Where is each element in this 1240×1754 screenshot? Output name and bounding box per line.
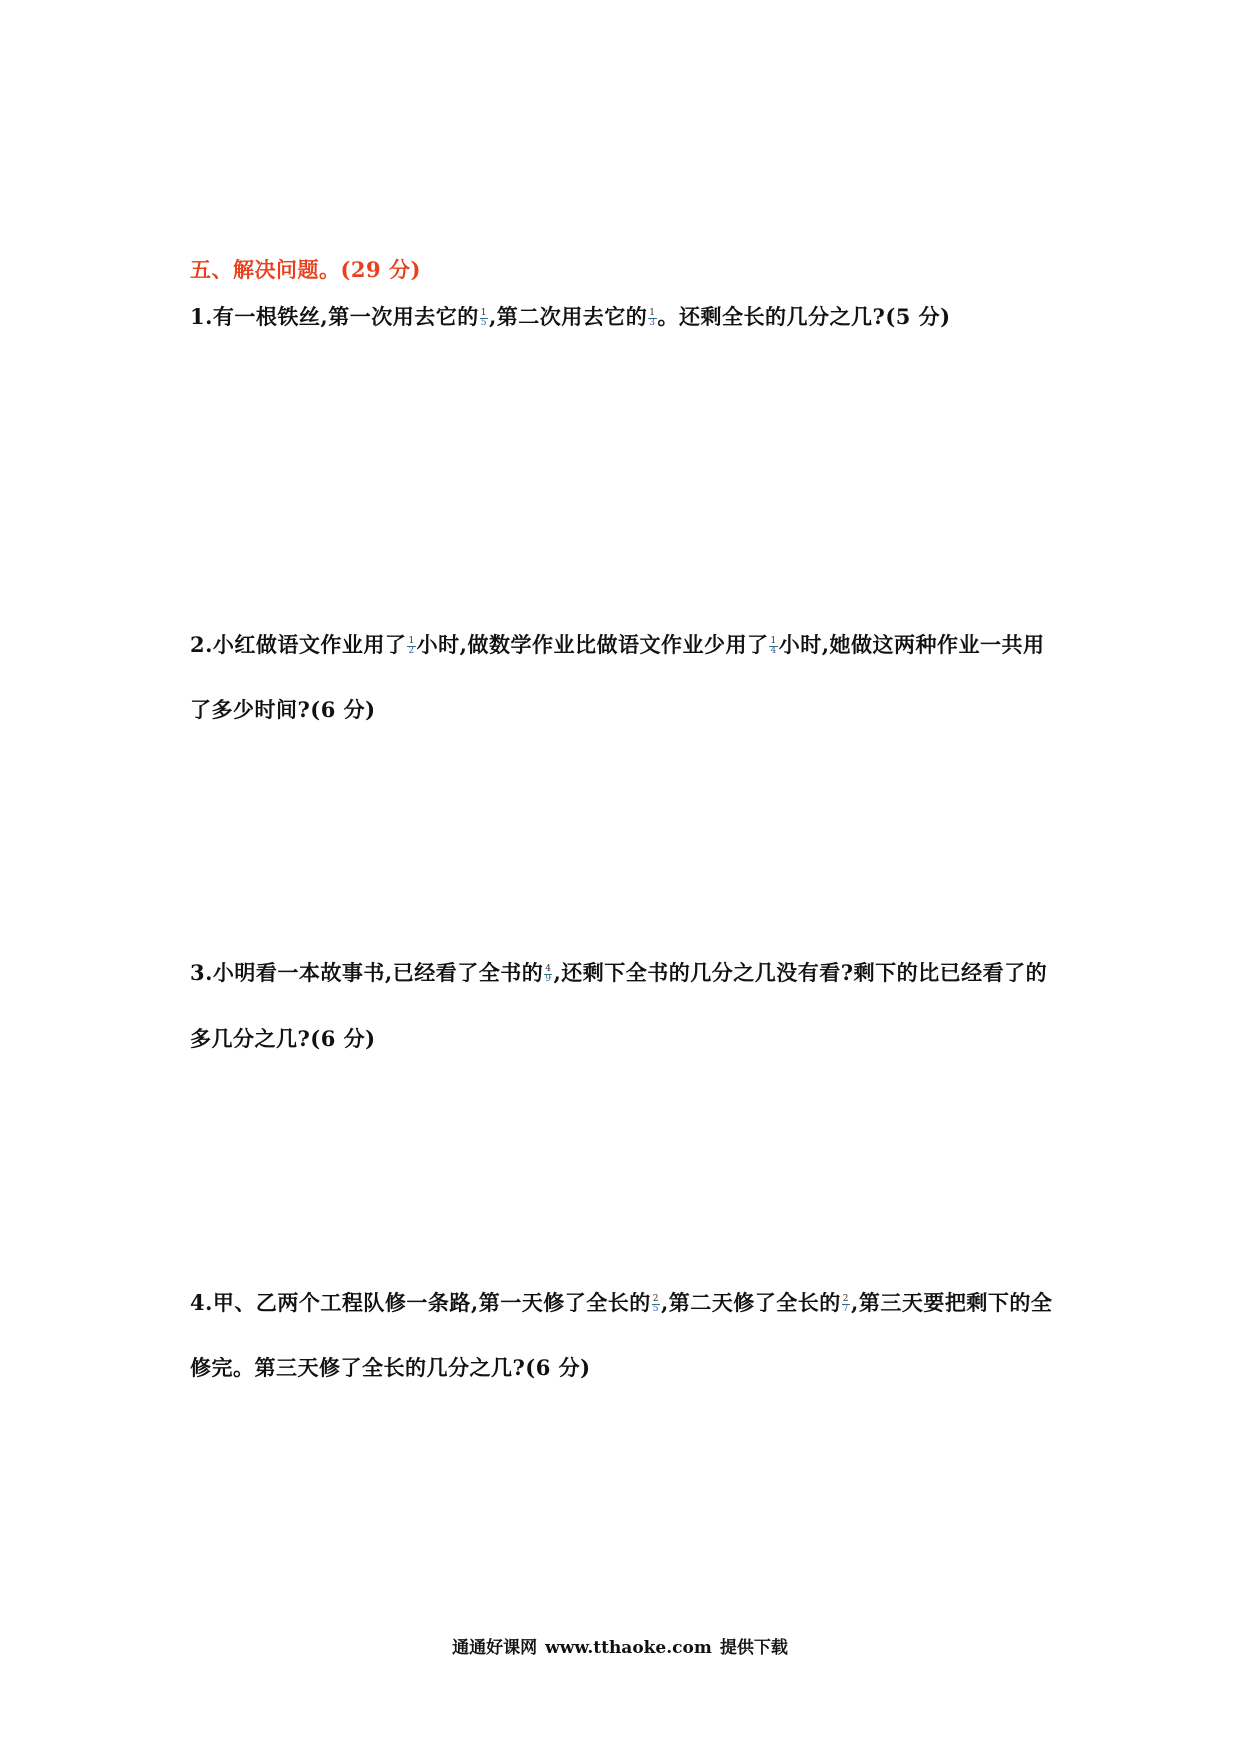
fraction: $\frac{2}{5}$ — [652, 1294, 659, 1314]
question-4-text-b: ,第二天修了全长的 — [660, 1290, 841, 1315]
fraction: $\frac{4}{9}$ — [545, 964, 552, 984]
footer-url[interactable]: www.tthaoke.com — [545, 1638, 712, 1658]
question-1-text-a: 1.有一根铁丝,第一次用去它的 — [190, 304, 479, 329]
question-4-line-2: 修完。第三天修了全长的几分之几?(6 分) — [190, 1355, 591, 1380]
question-3-text-a: 3.小明看一本故事书,已经看了全书的 — [190, 960, 544, 985]
question-4-text-a: 4.甲、乙两个工程队修一条路,第一天修了全长的 — [190, 1290, 651, 1315]
fraction: $\frac{2}{7}$ — [842, 1294, 850, 1314]
question-3 — [190, 958, 1047, 988]
fraction: $\frac{1}{3}$ — [649, 308, 656, 328]
question-1 — [190, 302, 951, 332]
fraction: $\frac{1}{4}$ — [770, 636, 777, 656]
section-title: 五、解决问题。(29 分) — [190, 257, 421, 282]
question-2-text-c: 小时,她做这两种作业一共用 — [778, 632, 1045, 657]
question-3-text-b: ,还剩下全书的几分之几没有看?剩下的比已经看了的 — [553, 960, 1048, 985]
question-2-line-2: 了多少时间?(6 分) — [190, 697, 376, 722]
footer-site-name: 通通好课网 — [452, 1638, 538, 1658]
question-3-line-2: 多几分之几?(6 分) — [190, 1026, 376, 1051]
question-2-text-a: 2.小红做语文作业用了 — [190, 632, 407, 657]
fraction: $\frac{1}{2}$ — [408, 636, 415, 656]
page-footer — [0, 1633, 1240, 1658]
question-1-text-b: ,第二次用去它的 — [488, 304, 648, 329]
question-1-text-c: 。还剩全长的几分之几?(5 分) — [657, 304, 951, 329]
question-2-text-b: 小时,做数学作业比做语文作业少用了 — [416, 632, 769, 657]
question-4-text-c: ,第三天要把剩下的全 — [851, 1290, 1053, 1315]
fraction: $\frac{1}{5}$ — [480, 308, 487, 328]
footer-suffix: 提供下载 — [719, 1638, 788, 1658]
question-2 — [190, 630, 1045, 660]
question-4 — [190, 1288, 1052, 1318]
